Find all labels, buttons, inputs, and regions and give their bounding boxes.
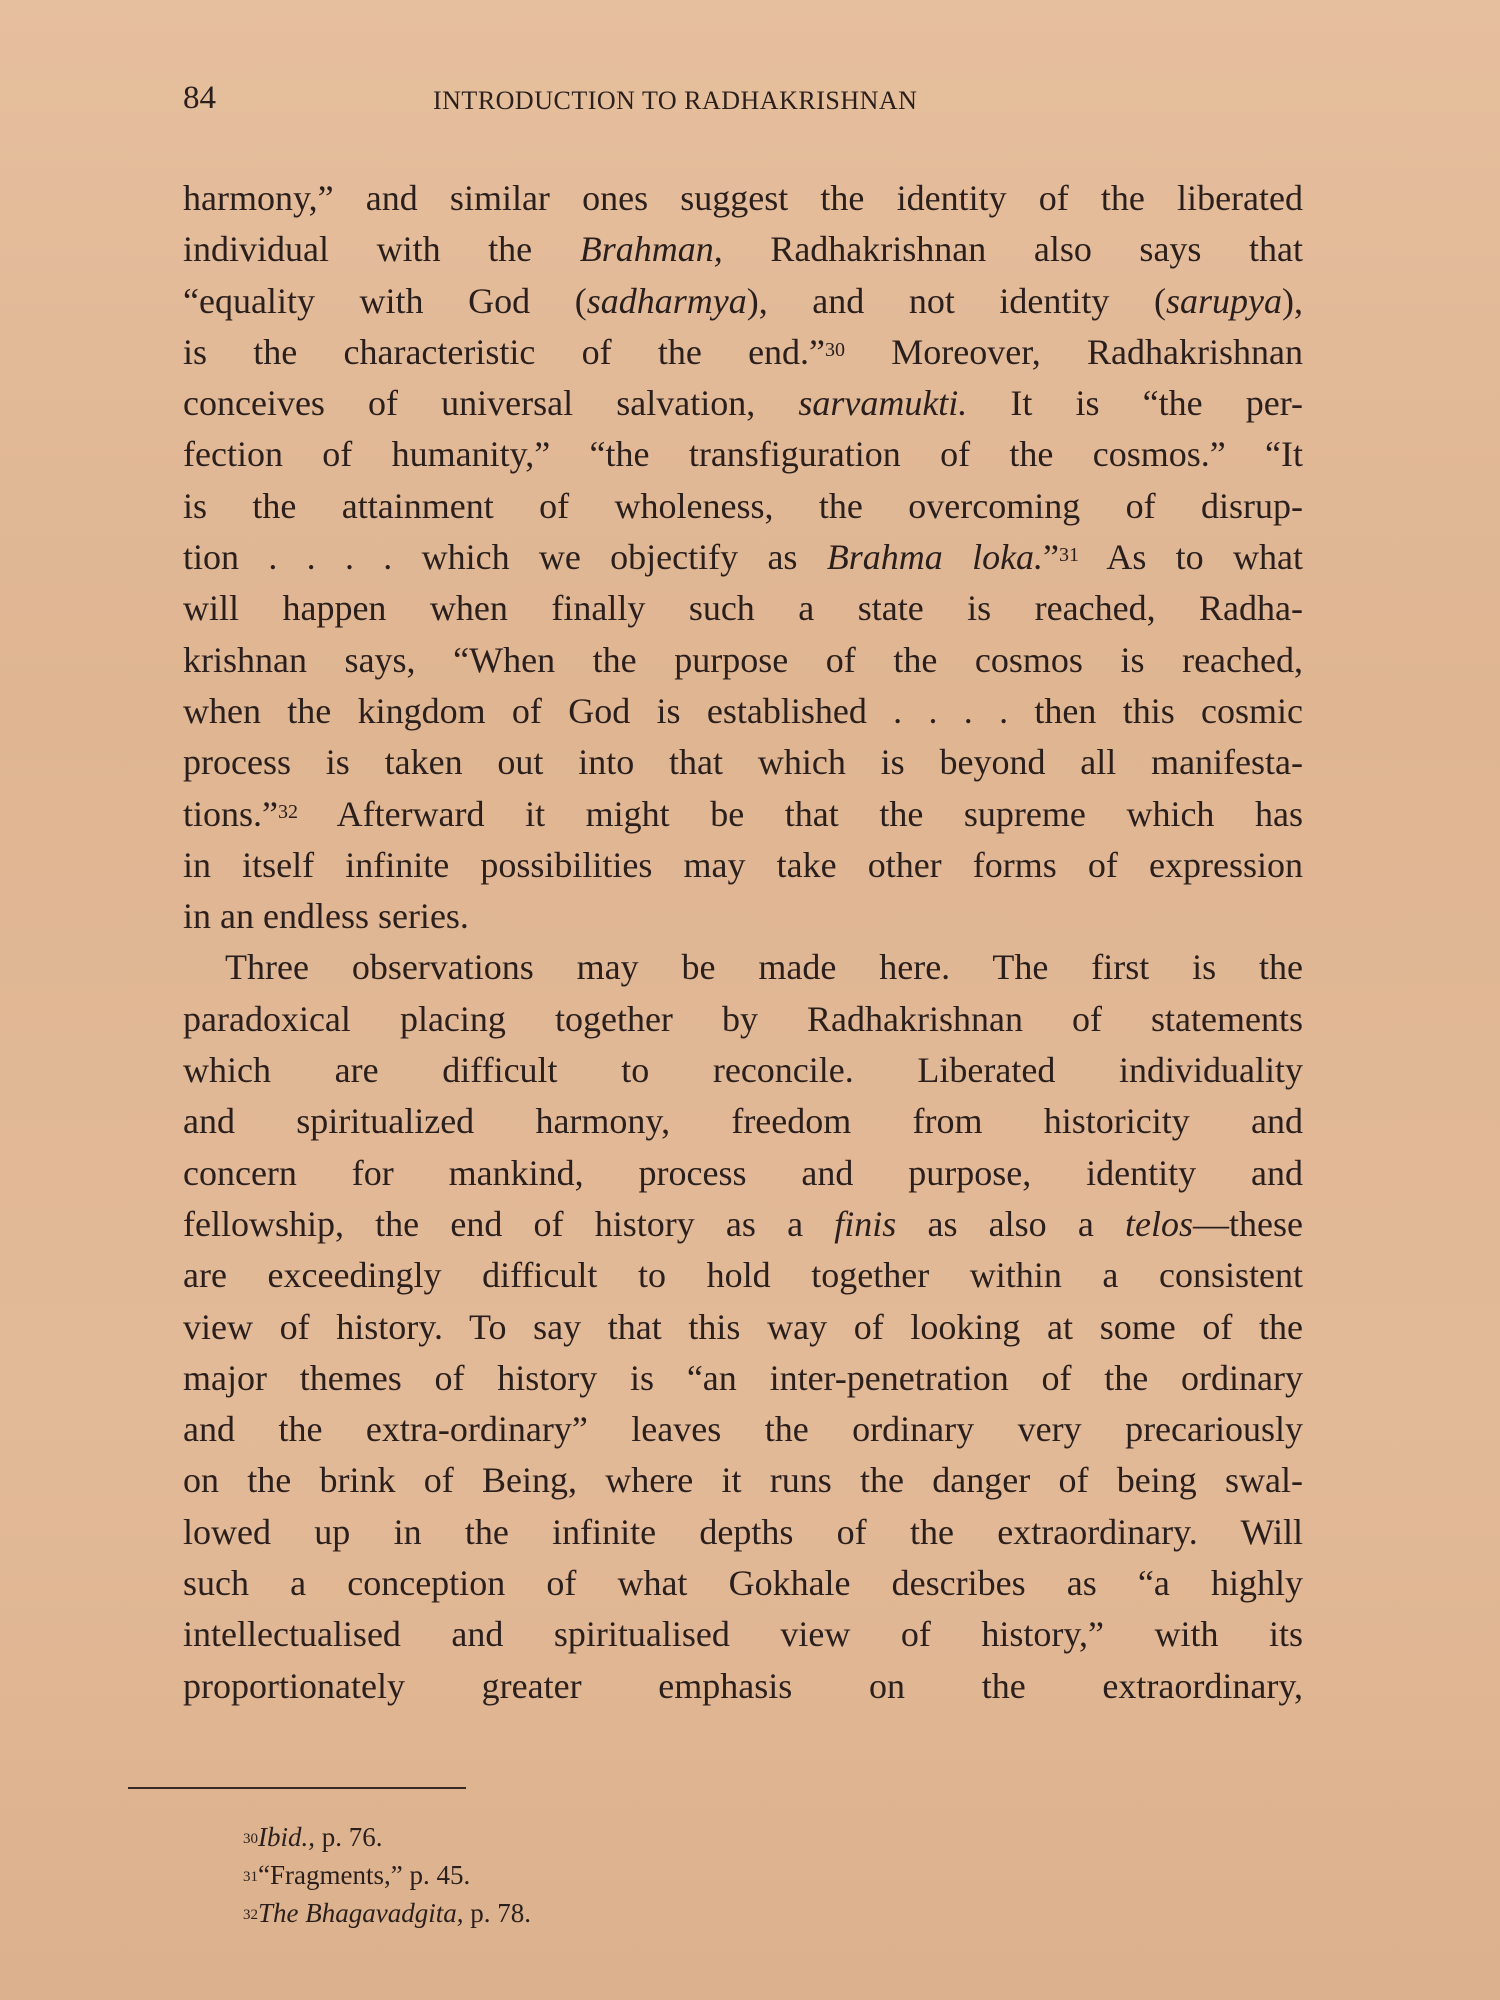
footnote	[243, 1894, 1043, 1932]
text-run: which are difficult to reconcile. Liberated individuality	[183, 1050, 1303, 1091]
text-run: tion . . . . which we objectify as	[183, 537, 827, 578]
running-head: INTRODUCTION TO RADHAKRISHNAN	[433, 86, 918, 115]
text-line	[183, 224, 1303, 275]
text-run: p. 78.	[463, 1898, 531, 1928]
text-run: harmony,” and similar ones suggest the identity of the liberated	[183, 178, 1303, 218]
footnote-reference: 32	[243, 1907, 258, 1923]
text-run: It is “the per-	[967, 383, 1303, 424]
text-line	[183, 429, 1303, 480]
text-run: —these	[1193, 1203, 1303, 1244]
text-run: is the characteristic of the end.”	[183, 331, 826, 372]
text-run: ), and not identity (	[746, 280, 1166, 321]
text-line	[183, 1661, 1303, 1712]
text-run: are exceedingly difficult to hold together within a consistent	[183, 1255, 1303, 1296]
text-run: and spiritualized harmony, freedom from historicity and	[183, 1101, 1303, 1142]
text-line	[183, 1148, 1303, 1199]
text-run: fection of humanity,” “the transfiguration of the cosmos.” “It	[183, 434, 1303, 475]
text-run: fellowship, the end of history as a	[183, 1203, 835, 1244]
text-run: on the brink of Being, where it runs the danger of being swal-	[183, 1460, 1303, 1501]
footnote-reference: 31	[1059, 544, 1080, 567]
text-run: conceives of universal salvation,	[183, 383, 799, 424]
text-run: ”	[1043, 537, 1060, 578]
text-line	[183, 1404, 1303, 1455]
text-line	[183, 583, 1303, 634]
italic-text: telos	[1125, 1203, 1194, 1244]
footnote	[243, 1856, 1043, 1894]
footnote-reference: 30	[243, 1831, 258, 1847]
text-run: krishnan says, “When the purpose of the cosmos is reached,	[183, 639, 1303, 680]
text-run: process is taken out into that which is beyond all manifesta-	[183, 742, 1303, 783]
text-run: p. 76.	[315, 1822, 383, 1852]
text-line	[183, 840, 1303, 891]
footnote-reference: 31	[243, 1869, 258, 1885]
footnote-reference: 30	[825, 338, 846, 361]
text-line	[183, 276, 1303, 327]
italic-text: Ibid.,	[258, 1822, 315, 1852]
text-line	[183, 1250, 1303, 1301]
text-run: in itself infinite possibilities may take other forms of expression	[183, 844, 1303, 885]
page-header	[183, 80, 1303, 130]
text-line	[183, 1455, 1303, 1506]
text-run: ),	[1282, 280, 1303, 321]
text-line	[183, 1096, 1303, 1147]
text-run: individual with the	[183, 229, 580, 270]
text-run: view of history. To say that this way of looking at some of the	[183, 1306, 1303, 1347]
text-run: tions.”	[183, 793, 278, 834]
text-line	[183, 1302, 1303, 1353]
footnote	[243, 1818, 1043, 1856]
text-line	[183, 1558, 1303, 1609]
footnote-rule	[128, 1787, 466, 1789]
text-run: and the extra-ordinary” leaves the ordinary very precariously	[183, 1409, 1303, 1450]
text-line	[183, 327, 1303, 378]
italic-text: sarvamukti.	[798, 383, 968, 424]
italic-text: Brahma loka.	[826, 537, 1044, 578]
text-run: when the kingdom of God is established . . . . then this cosmic	[183, 690, 1303, 731]
italic-text: finis	[834, 1203, 897, 1244]
text-line	[183, 686, 1303, 737]
text-line	[183, 1609, 1303, 1660]
text-line	[183, 481, 1303, 532]
text-line	[183, 994, 1303, 1045]
text-run: in an endless series.	[183, 896, 469, 937]
text-run: is the attainment of wholeness, the overcoming of disrup-	[183, 485, 1303, 526]
text-line	[183, 891, 1303, 942]
text-line	[183, 1045, 1303, 1096]
text-run: intellectualised and spiritualised view of history,” with its	[183, 1614, 1303, 1655]
text-run: Afterward it might be that the supreme which has	[298, 793, 1303, 834]
text-run: “equality with God (	[183, 280, 587, 321]
text-line	[183, 1507, 1303, 1558]
text-run: concern for mankind, process and purpose, identity and	[183, 1152, 1303, 1193]
text-run: such a conception of what Gokhale describes as “a highly	[183, 1563, 1303, 1604]
text-run: major themes of history is “an inter-penetration of the ordinary	[183, 1357, 1303, 1398]
italic-text: sadharmya	[586, 280, 747, 321]
italic-text: The Bhagavadgita,	[258, 1898, 464, 1928]
text-line	[183, 532, 1303, 583]
text-run: Three observations may be made here. The first is the	[225, 947, 1303, 988]
text-line	[183, 173, 1303, 224]
text-line	[183, 1353, 1303, 1404]
text-line	[183, 789, 1303, 840]
body-text	[183, 173, 1303, 1712]
footnote-reference: 32	[278, 800, 298, 823]
italic-text: sarupya	[1166, 280, 1282, 321]
text-line	[183, 942, 1303, 993]
text-line	[183, 378, 1303, 429]
footnotes	[243, 1818, 1043, 1932]
text-run: “Fragments,” p. 45.	[258, 1860, 471, 1890]
text-run: proportionately greater emphasis on the extraordinary,	[183, 1665, 1303, 1706]
text-line	[183, 635, 1303, 686]
text-run: Radhakrishnan also says that	[722, 229, 1304, 270]
text-line	[183, 737, 1303, 788]
text-run: lowed up in the infinite depths of the extraordinary. Will	[183, 1511, 1303, 1552]
page-number: 84	[183, 80, 216, 116]
text-run: As to what	[1079, 537, 1303, 578]
text-line	[183, 1199, 1303, 1250]
text-run: Moreover, Radhakrishnan	[845, 331, 1303, 372]
italic-text: Brahman,	[579, 229, 723, 270]
text-run: will happen when finally such a state is reached, Radha-	[183, 588, 1303, 629]
text-run: paradoxical placing together by Radhakrishnan of statements	[183, 998, 1303, 1039]
text-run: as also a	[896, 1203, 1126, 1244]
